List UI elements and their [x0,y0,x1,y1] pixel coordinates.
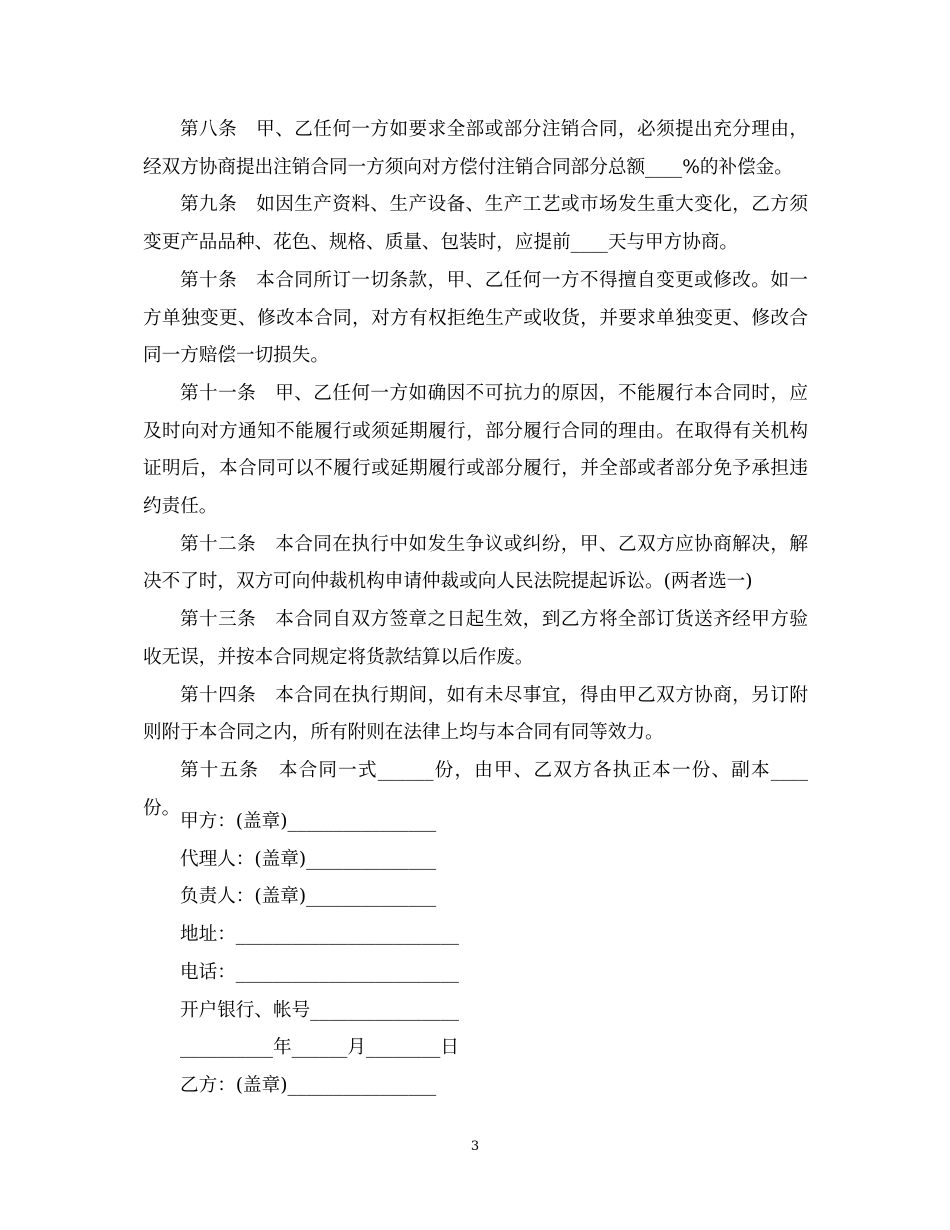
clause-8: 第八条 甲、乙任何一方如要求全部或部分注销合同，必须提出充分理由，经双方协商提出注销合同一方须向对方偿付注销合同部分总额____%的补偿金。 [143,119,808,178]
clause-14: 第十四条 本合同在执行期间，如有未尽事宜，得由甲乙双方协商，另订附则附于本合同之内，所有附则在法律上均与本合同有同等效力。 [143,684,808,744]
clause-13: 第十三条 本合同自双方签章之日起生效，到乙方将全部订货送齐经甲方验收无误，并按本合同规定将货款结算以后作废。 [143,609,808,668]
clause-9: 第九条 如因生产资料、生产设备、生产工艺或市场发生重大变化，乙方须变更产品品种、花色、规格、质量、包装时，应提前____天与甲方协商。 [143,194,808,254]
phone-line: 电话：________________________ [180,961,459,983]
agent-seal-line: 代理人：(盖章)______________ [180,848,437,870]
clause-11: 第十一条 甲、乙任何一方如确因不可抗力的原因，不能履行本合同时，应及时向对方通知不能履行或须延期履行，部分履行合同的理由。在取得有关机构证明后，本合同可以不履行或延期履行或部分履行，并全部或者部分免予承担违约责任。 [143,382,808,518]
bank-account-line: 开户银行、帐号________________ [180,999,459,1021]
signature-block [180,803,580,1105]
page-number: 3 [470,1139,480,1154]
party-b-seal-line: 乙方：(盖章)________________ [180,1074,437,1096]
clause-15: 第十五条 本合同一式______份，由甲、乙双方各执正本一份、副本____份。 [143,759,808,819]
responsible-seal-line: 负责人：(盖章)______________ [180,886,437,908]
clause-10: 第十条 本合同所订一切条款，甲、乙任何一方不得擅自变更或修改。如一方单独变更、修改本合同，对方有权拒绝生产或收货，并要求单独变更、修改合同一方赔偿一切损失。 [143,269,808,367]
clause-12: 第十二条 本合同在执行中如发生争议或纠纷，甲、乙双方应协商解决，解决不了时，双方可向仲裁机构申请仲裁或向人民法院提起诉讼。(两者选一) [143,533,808,593]
date-line: __________年______月________日 [180,1037,459,1059]
contract-clauses [143,111,808,827]
party-a-seal-line: 甲方：(盖章)________________ [180,811,437,832]
address-line: 地址：________________________ [180,924,459,946]
